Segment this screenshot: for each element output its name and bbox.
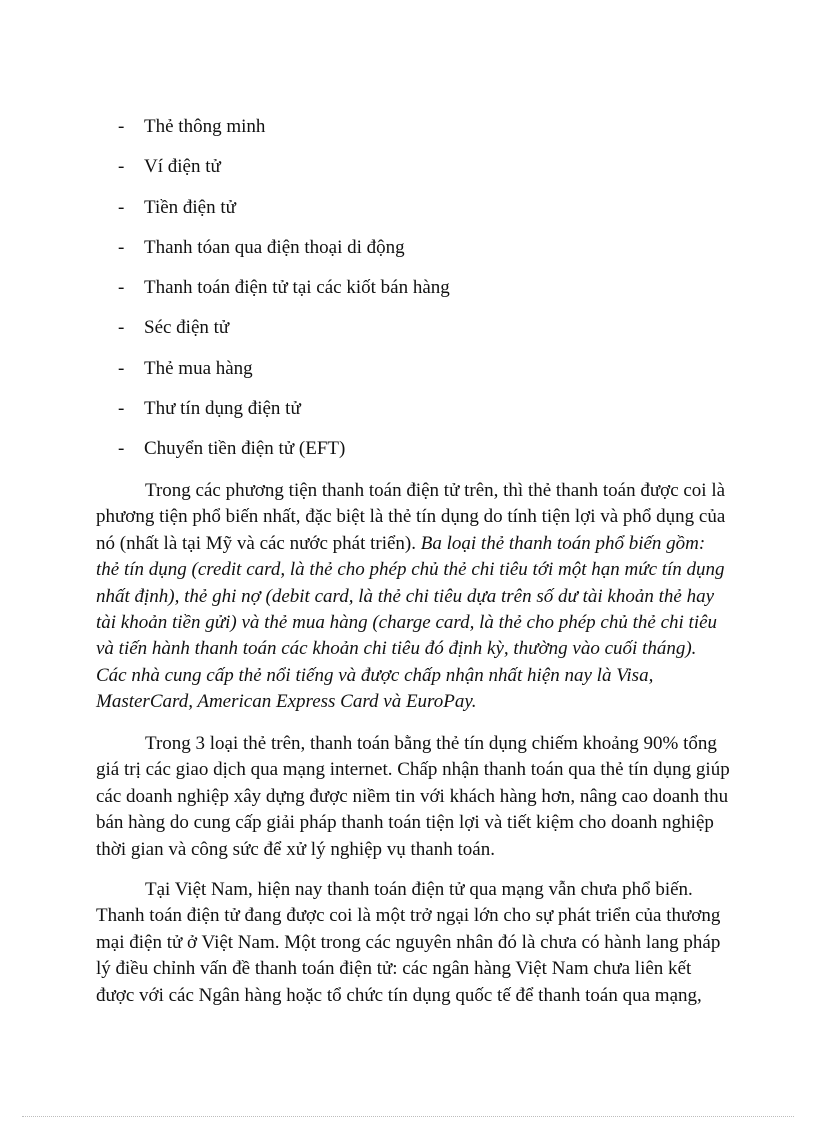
paragraph-line-italic: Ba loại thẻ thanh toán phổ biến gồm: [420,532,706,554]
list-item [118,195,718,235]
list-item-text: Thanh toán điện tử tại các kiốt bán hàng [144,277,450,299]
bullet-marker: - [118,116,125,137]
list-item-text: Ví điện tử [144,156,221,178]
list-item-text: Thẻ mua hàng [144,357,253,379]
paragraph-line: phương tiện phổ biến nhất, đặc biệt là thẻ tín dụng do tính tiện lợi và phổ dụng của [96,506,726,528]
paragraph-line: mại điện tử ở Việt Nam. Một trong các nguyên nhân đó là chưa có hành lang pháp [96,931,721,953]
payment-methods-list [118,114,718,477]
bullet-marker: - [118,156,125,178]
paragraph-line-italic: nhất định), thẻ ghi nợ (debit card, là thẻ chi tiêu dựa trên số dư tài khoản thẻ hay [96,585,715,607]
bullet-marker: - [118,236,125,258]
list-item-text: Chuyển tiền điện tử (EFT) [144,438,346,460]
paragraph-line-italic: thẻ tín dụng (credit card, là thẻ cho phép chủ thẻ chi tiêu tới một hạn mức tín dụng [96,559,725,581]
list-item [118,396,718,436]
list-item [118,235,718,275]
list-item [118,436,718,476]
paragraph-line-italic: tài khoản tiền gửi) và thẻ mua hàng (charge card, là thẻ cho phép chủ thẻ chi tiêu [96,612,718,634]
paragraph-line: nó (nhất là tại Mỹ và các nước phát triển). [96,532,421,554]
bullet-marker: - [118,398,125,420]
list-item [118,275,718,315]
list-item-text: Séc điện tử [144,317,230,339]
bullet-marker: - [118,196,125,218]
paragraph-line-italic: Các nhà cung cấp thẻ nổi tiếng và được chấp nhận nhất hiện nay là Visa, [96,664,654,686]
list-item-text: Tiền điện tử [144,196,236,218]
paragraph-credit-card-share [96,731,730,863]
paragraph-line: được với các Ngân hàng hoặc tổ chức tín dụng quốc tế để thanh toán qua mạng, [96,984,702,1006]
paragraph-line: Tại Việt Nam, hiện nay thanh toán điện tử qua mạng vẫn chưa phổ biến. [145,879,693,900]
list-item [118,356,718,396]
paragraph-card-types [96,478,724,716]
bullet-marker: - [118,317,125,339]
paragraph-line: thời gian và công sức để xử lý nghiệp vụ thanh toán. [96,838,495,860]
list-item-text: Thẻ thông minh [144,116,266,137]
list-item-text: Thanh tóan qua điện thoại di động [144,236,405,258]
bullet-marker: - [118,357,125,379]
footer-divider [22,1116,794,1117]
paragraph-line: các doanh nghiệp xây dựng được niềm tin với khách hàng hơn, nâng cao doanh thu [96,785,729,807]
paragraph-line: Trong các phương tiện thanh toán điện tử trên, thì thẻ thanh toán được coi là [145,480,726,501]
list-item [118,315,718,355]
paragraph-line: lý điều chỉnh vấn đề thanh toán điện tử: các ngân hàng Việt Nam chưa liên kết [96,958,692,980]
bullet-marker: - [118,277,125,299]
list-item [118,114,718,154]
paragraph-line-italic: và tiến hành thanh toán các khoản chi tiêu đó định kỳ, thường vào cuối tháng). [96,638,697,660]
paragraph-line: giá trị các giao dịch qua mạng internet. Chấp nhận thanh toán qua thẻ tín dụng giúp [96,759,730,781]
paragraph-line: Trong 3 loại thẻ trên, thanh toán bằng thẻ tín dụng chiếm khoảng 90% tổng [145,733,717,754]
paragraph-line-italic: MasterCard, American Express Card và EuroPay. [96,691,477,713]
list-item-text: Thư tín dụng điện tử [144,398,301,420]
paragraph-vietnam-situation [96,877,724,1009]
paragraph-line: bán hàng do cung cấp giải pháp thanh toán tiện lợi và tiết kiệm cho doanh nghiệp [96,812,714,834]
paragraph-line: Thanh toán điện tử đang được coi là một trở ngại lớn cho sự phát triển của thương [96,905,721,927]
bullet-marker: - [118,438,125,460]
list-item [118,154,718,194]
